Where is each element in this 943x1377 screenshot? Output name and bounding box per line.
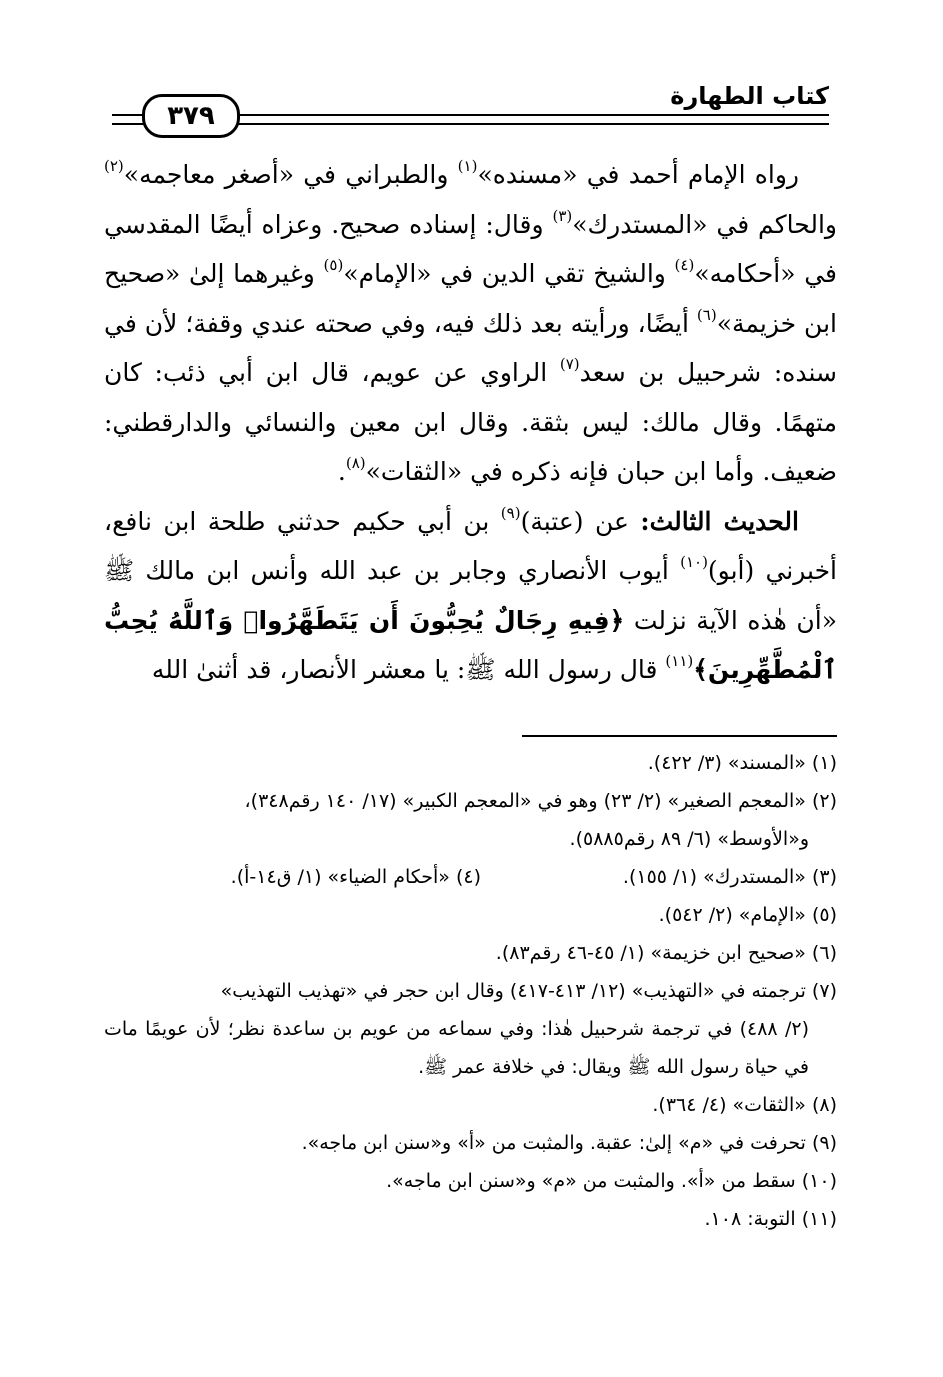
text-run: بن أبي حكيم حدثني طلحة ابن نافع، أخبرني (أبو) <box>104 506 838 585</box>
footnote-separator <box>522 735 837 737</box>
footnote-ref-3[interactable]: (٣) <box>552 206 573 225</box>
text-run: والطبراني في «أصغر معاجمه» <box>123 160 458 189</box>
footnote-7 <box>104 972 837 1086</box>
footnote-ref-6[interactable]: (٦) <box>696 305 717 324</box>
text-run: وقال: إسناده صحيح. وعزاه أيضًا المقدسي في «أحكامه» <box>104 209 837 288</box>
footnote-8: (٨) «الثقات» (٤/ ٣٦٤). <box>652 1094 837 1116</box>
page-number: ٣٧٩ <box>142 94 240 138</box>
footnote-ref-5[interactable]: (٥) <box>323 256 344 274</box>
footnote-ref-1[interactable]: (١) <box>457 157 478 175</box>
chapter-title: كتاب الطهارة <box>670 82 829 110</box>
footnote-ref-10[interactable]: (١٠) <box>680 553 708 571</box>
text-run: عن (عتبة) <box>520 506 641 536</box>
text-run: قال رسول الله ﷺ: يا معشر الأنصار، قد أثنىٰ الله <box>151 655 666 684</box>
text-run: . <box>337 457 346 486</box>
footnote-7-line-1: (٧) ترجمته في «التهذيب» (١٢/ ٤١٣-٤١٧) وقال ابن حجر في «تهذيب التهذيب» <box>220 980 837 1002</box>
footnote-2-line-1: (٢) «المعجم الصغير» (٢/ ٢٣) وهو في «المعجم الكبير» (١٧/ ١٤٠ رقم٣٤٨)، <box>244 790 837 812</box>
main-text <box>104 150 837 695</box>
footnote-5: (٥) «الإمام» (٢/ ٥٤٢). <box>658 904 837 926</box>
footnote-2 <box>104 782 837 858</box>
text-run: والشيخ تقي الدين في «الإمام» <box>343 259 675 288</box>
hadith-heading: الحديث الثالث: <box>640 506 799 536</box>
footnote-9: (٩) تحرفت في «م» إلىٰ: عقبة. والمثبت من «أ» و«سنن ابن ماجه». <box>301 1132 837 1154</box>
footnote-1: (١) «المسند» (٣/ ٤٢٢). <box>647 752 837 774</box>
text-run: أيوب الأنصاري وجابر بن عبد الله وأنس ابن مالك ﷺ «أن هٰذه الآية نزلت <box>104 556 837 635</box>
footnote-ref-11[interactable]: (١١) <box>665 652 694 670</box>
footnote-11: (١١) التوبة: ١٠٨. <box>704 1208 837 1230</box>
footnote-10: (١٠) سقط من «أ». والمثبت من «م» و«سنن ابن ماجه». <box>386 1170 837 1192</box>
footnote-4: (٤) «أحكام الضياء» (١/ ق١٤-أ). <box>230 866 481 888</box>
text-run: الراوي عن عويم، قال ابن أبي ذئب: كان متهمًا. وقال مالك: ليس بثقة. وقال ابن معين والنسائي والدارقطني: ضعيف. وأما ابن حبان فإنه ذكره في «الثقات» <box>104 358 837 486</box>
footnote-7-continuation: (٢/ ٤٨٨) في ترجمة شرحبيل هٰذا: وفي سماعه من عويم بن ساعدة نظر؛ لأن عويمًا مات في حياة رسول الله ﷺ ويقال: في خلافة عمر ﷺ. <box>104 1018 809 1078</box>
text-run: والحاكم في «المستدرك» <box>572 209 837 239</box>
footnote-6: (٦) «صحيح ابن خزيمة» (١/ ٤٥-٤٦ رقم٨٣). <box>495 942 837 964</box>
footnote-ref-4[interactable]: (٤) <box>674 256 695 274</box>
footnote-ref-8[interactable]: (٨) <box>345 454 366 472</box>
footnote-row-3-4 <box>104 858 837 896</box>
footnote-ref-9[interactable]: (٩) <box>500 503 521 522</box>
paragraph-2 <box>104 497 837 695</box>
footnotes <box>104 744 837 1238</box>
footnote-ref-7[interactable]: (٧) <box>559 355 580 373</box>
footnote-3: (٣) «المستدرك» (١/ ١٥٥). <box>622 866 837 888</box>
footnote-ref-2[interactable]: (٢) <box>104 157 124 175</box>
text-run: رواه الإمام أحمد في «مسنده» <box>477 160 799 189</box>
quran-verse: ﴿فِيهِ رِجَالٌ يُحِبُّونَ أَن يَتَطَهَّرُوا۟ وَٱللَّهُ يُحِبُّ ٱلْمُطَّهِّرِينَ﴾ <box>104 605 837 684</box>
footnote-2-line-2: و«الأوسط» (٦/ ٨٩ رقم٥٨٨٥). <box>569 828 809 850</box>
running-header <box>112 74 829 130</box>
paragraph-1 <box>104 150 837 497</box>
text-run: وغيرهما إلىٰ «صحيح ابن خزيمة» <box>104 259 837 338</box>
text-run: أيضًا، ورأيته بعد ذلك فيه، وفي صحته عندي وقفة؛ لأن في سنده: شرحبيل بن سعد <box>104 308 838 387</box>
